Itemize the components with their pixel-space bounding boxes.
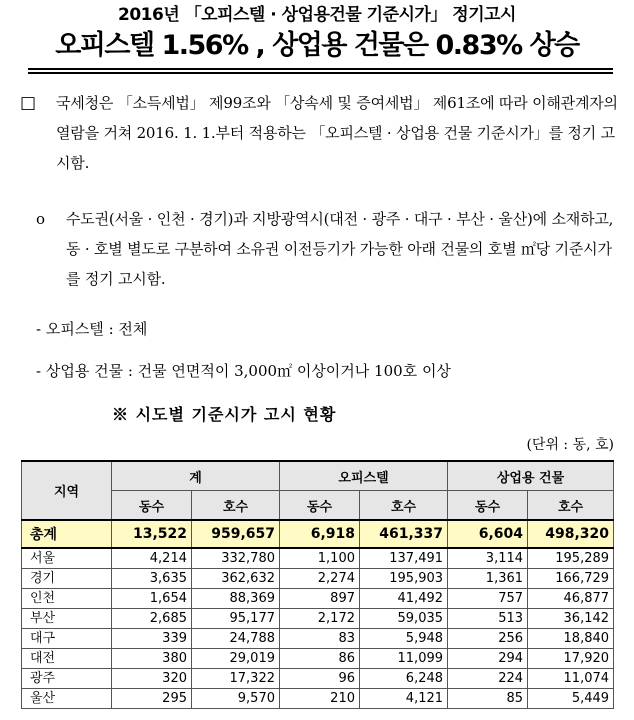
subheader: 동수 [448,491,528,521]
value-cell: 461,337 [360,520,448,548]
scope-paragraph [36,204,620,294]
page-title: 오피스텔 1.56% , 상업용 건물은 0.83% 상승 [55,30,579,61]
title-rule-bottom [28,72,613,74]
value-cell: 1,654 [112,589,192,609]
table-row-total [22,520,614,548]
header [0,0,634,64]
region-cell: 울산 [22,689,112,709]
value-cell: 166,729 [528,569,614,589]
value-cell: 1,100 [280,548,360,569]
value-cell: 362,632 [192,569,280,589]
region-cell: 인천 [22,589,112,609]
value-cell: 95,177 [192,609,280,629]
value-cell: 85 [448,689,528,709]
title-rule-top [28,68,613,70]
region-cell: 대구 [22,629,112,649]
value-cell: 3,114 [448,548,528,569]
value-cell: 11,099 [360,649,448,669]
value-cell: 83 [280,629,360,649]
value-cell: 5,449 [528,689,614,709]
value-cell: 137,491 [360,548,448,569]
value-cell: 29,019 [192,649,280,669]
value-cell: 210 [280,689,360,709]
value-cell: 6,604 [448,520,528,548]
value-cell: 4,214 [112,548,192,569]
dash-item-commercial: - 상업용 건물 : 건물 연면적이 3,000㎡ 이상이거나 100호 이상 [36,362,451,380]
value-cell: 6,248 [360,669,448,689]
dash-item-officetel: - 오피스텔 : 전체 [36,320,148,338]
value-cell: 295 [112,689,192,709]
table-row [22,689,614,709]
value-cell: 1,361 [448,569,528,589]
value-cell: 36,142 [528,609,614,629]
square-bullet-icon: □ [20,93,36,113]
value-cell: 41,492 [360,589,448,609]
group-header-officetel: 오피스텔 [280,461,448,491]
region-cell: 경기 [22,569,112,589]
value-cell: 4,121 [360,689,448,709]
table-row [22,589,614,609]
circle-bullet-icon: o [36,210,45,228]
value-cell: 332,780 [192,548,280,569]
region-header: 지역 [22,461,112,520]
value-cell: 13,522 [112,520,192,548]
group-header-total: 계 [112,461,280,491]
value-cell: 2,172 [280,609,360,629]
table-unit: (단위 : 동, 호) [526,437,614,453]
value-cell: 195,903 [360,569,448,589]
group-header-commercial: 상업용 건물 [448,461,614,491]
scope-text: 수도권(서울 · 인천 · 경기)과 지방광역시(대전 · 광주 · 대구 · 부산 · 울산)에 소재하고, 동 · 호별 별도로 구분하여 소유권 이전등기가 가능한 아래 건물의 호별 ㎡당 기준시가를 정기 고시함. [66,210,614,288]
subheader: 동수 [280,491,360,521]
value-cell: 3,635 [112,569,192,589]
subheader: 호수 [192,491,280,521]
region-cell: 부산 [22,609,112,629]
table-row [22,669,614,689]
value-cell: 17,322 [192,669,280,689]
table-row [22,629,614,649]
region-cell: 광주 [22,669,112,689]
value-cell: 513 [448,609,528,629]
value-cell: 2,685 [112,609,192,629]
value-cell: 11,074 [528,669,614,689]
table-row [22,649,614,669]
value-cell: 897 [280,589,360,609]
value-cell: 9,570 [192,689,280,709]
subheader: 동수 [112,491,192,521]
value-cell: 256 [448,629,528,649]
intro-text: 국세청은 「소득세법」 제99조와 「상속세 및 증여세법」 제61조에 따라 이해관계자의 열람을 거쳐 2016. 1. 1.부터 적용하는 「오피스텔 · 상업용 건물 기준시가」를 정기 고시함. [56,94,618,172]
value-cell: 224 [448,669,528,689]
subtitle: 2016년 「오피스텔 · 상업용건물 기준시가」 정기고시 [118,5,516,25]
region-cell: 대전 [22,649,112,669]
value-cell: 757 [448,589,528,609]
value-cell: 17,920 [528,649,614,669]
value-cell: 46,877 [528,589,614,609]
value-cell: 2,274 [280,569,360,589]
value-cell: 59,035 [360,609,448,629]
value-cell: 88,369 [192,589,280,609]
value-cell: 195,289 [528,548,614,569]
region-cell: 서울 [22,548,112,569]
table-row [22,609,614,629]
value-cell: 320 [112,669,192,689]
subheader: 호수 [528,491,614,521]
value-cell: 959,657 [192,520,280,548]
value-cell: 498,320 [528,520,614,548]
value-cell: 24,788 [192,629,280,649]
value-cell: 96 [280,669,360,689]
value-cell: 339 [112,629,192,649]
value-cell: 6,918 [280,520,360,548]
intro-paragraph [20,88,620,178]
table-title: ※ 시도별 기준시가 고시 현황 [112,405,337,424]
value-cell: 294 [448,649,528,669]
table-row [22,548,614,569]
region-cell: 총계 [22,520,112,548]
value-cell: 380 [112,649,192,669]
value-cell: 18,840 [528,629,614,649]
value-cell: 86 [280,649,360,669]
table-row [22,569,614,589]
subheader: 호수 [360,491,448,521]
notice-table [21,460,614,709]
value-cell: 5,948 [360,629,448,649]
